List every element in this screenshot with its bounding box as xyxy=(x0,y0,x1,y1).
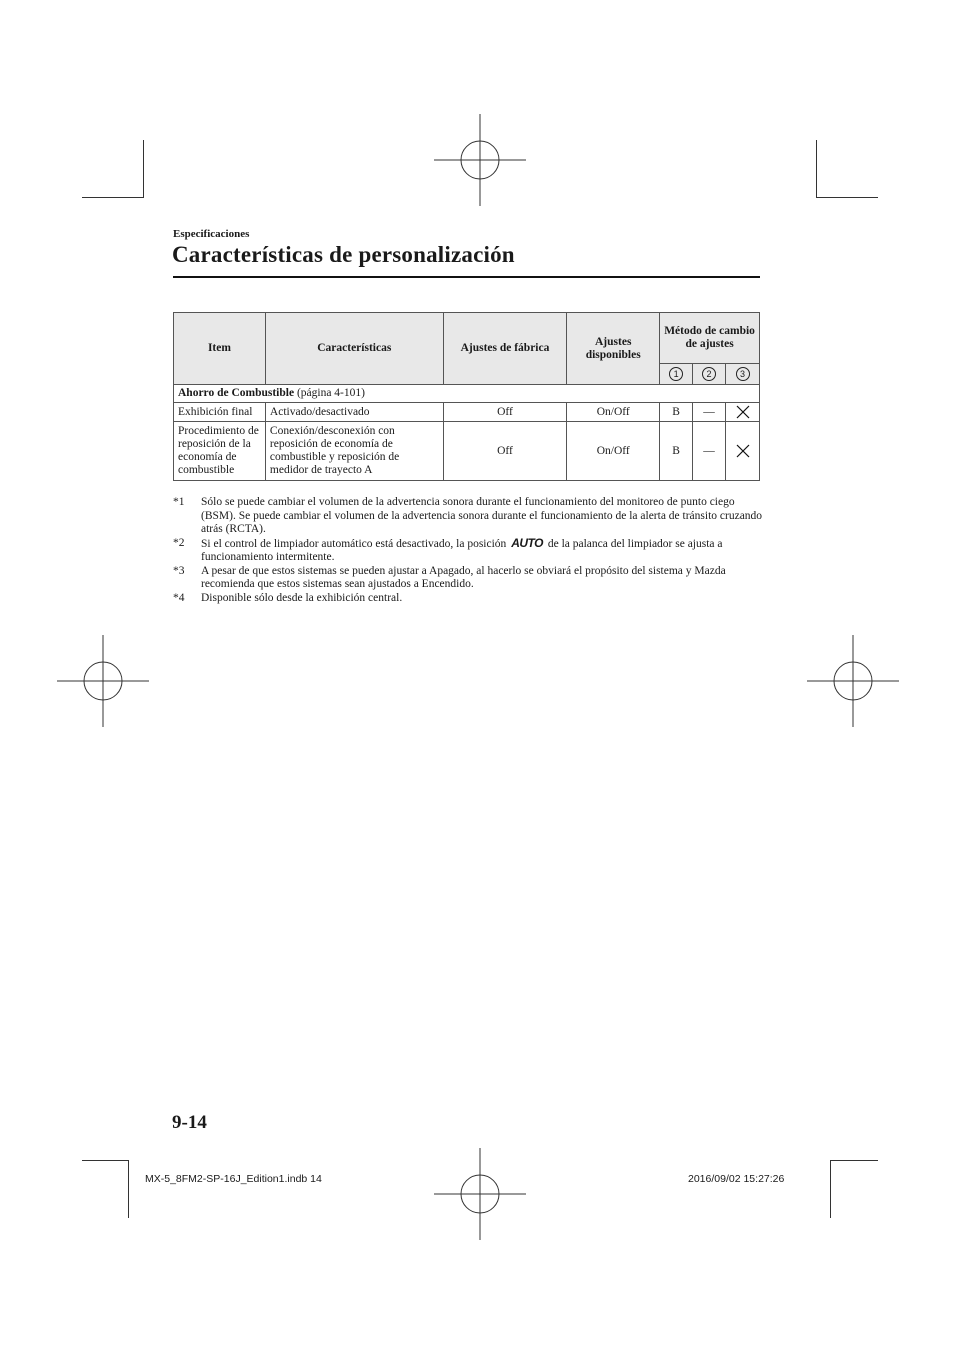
footnote-text: Si el control de limpiador automático está desactivado, la posición xyxy=(201,537,507,550)
header-features: Características xyxy=(265,313,443,385)
cell-features: Activado/desactivado xyxy=(265,403,443,422)
cell-method-1: B xyxy=(660,422,693,481)
registration-mark-top-icon xyxy=(434,114,526,206)
footnote-mark: *4 xyxy=(173,591,185,604)
cell-features: Conexión/desconexión con reposición de economía de combustible y reposición de medidor de trayecto A xyxy=(265,422,443,481)
auto-wiper-icon: AUTO xyxy=(511,535,543,550)
section-page-ref: (página 4-101) xyxy=(294,387,365,399)
section-title: Ahorro de Combustible xyxy=(178,387,295,399)
section-label: Especificaciones xyxy=(173,228,250,240)
table-row xyxy=(174,422,760,481)
registration-mark-bottom-icon xyxy=(434,1148,526,1240)
registration-mark-right-icon xyxy=(807,635,899,727)
cell-item: Exhibición final xyxy=(174,403,266,422)
x-mark-icon xyxy=(736,444,750,458)
cell-item: Procedimiento de reposición de la economía de combustible xyxy=(174,422,266,481)
customization-table xyxy=(173,312,760,481)
footnote-mark: *1 xyxy=(173,496,185,508)
cell-method-1: B xyxy=(660,403,693,422)
footnote xyxy=(173,496,763,537)
method-col-2 xyxy=(693,364,726,385)
table-section-row xyxy=(174,385,760,403)
header-method: Método de cambio de ajustes xyxy=(660,313,760,364)
circled-number-1-icon: 1 xyxy=(669,367,683,381)
circled-number-3-icon: 3 xyxy=(736,367,750,381)
footer-timestamp: 2016/09/02 15:27:26 xyxy=(688,1173,785,1185)
cell-available: On/Off xyxy=(567,422,660,481)
registration-mark-left-icon xyxy=(57,635,149,727)
method-col-1 xyxy=(660,364,693,385)
page-number: 9-14 xyxy=(172,1112,207,1133)
footnote xyxy=(173,565,763,592)
footnote-text: A pesar de que estos sistemas se pueden ajustar a Apagado, al hacerlo se obviará el propósito del sistema y Mazda recomienda que estos sistemas sean ajustados a Encendido. xyxy=(201,564,726,590)
footnote-mark: *2 xyxy=(173,536,185,549)
cell-available: On/Off xyxy=(567,403,660,422)
method-col-3 xyxy=(726,364,760,385)
cell-method-2: — xyxy=(693,403,726,422)
page-title: Características de personalización xyxy=(172,242,515,267)
cell-method-3 xyxy=(726,422,760,481)
header-factory: Ajustes de fábrica xyxy=(443,313,567,385)
footnote xyxy=(173,592,763,606)
title-divider xyxy=(173,276,760,278)
header-item: Item xyxy=(174,313,266,385)
table-row xyxy=(174,403,760,422)
footnote-text: Disponible sólo desde la exhibición central. xyxy=(201,591,403,604)
cell-factory: Off xyxy=(443,403,567,422)
header-available: Ajustes disponibles xyxy=(567,313,660,385)
footnote-text: Sólo se puede cambiar el volumen de la advertencia sonora durante el funcionamiento del monitoreo de punto ciego (BSM). Se puede cambiar el volumen de la advertencia sonora durante el funcionamiento de la alerta de tránsito cruzando atrás (RCTA). xyxy=(201,496,763,535)
cell-method-2: — xyxy=(693,422,726,481)
footnote-text-cont: de la palanca del limpiador se ajusta a funcionamiento intermitente. xyxy=(201,537,723,563)
footnote xyxy=(173,537,763,565)
footnotes xyxy=(173,496,763,605)
footer-filename: MX-5_8FM2-SP-16J_Edition1.indb 14 xyxy=(145,1173,322,1185)
cell-method-3 xyxy=(726,403,760,422)
circled-number-2-icon: 2 xyxy=(702,367,716,381)
x-mark-icon xyxy=(736,405,750,419)
cell-factory: Off xyxy=(443,422,567,481)
footnote-mark: *3 xyxy=(173,564,185,577)
